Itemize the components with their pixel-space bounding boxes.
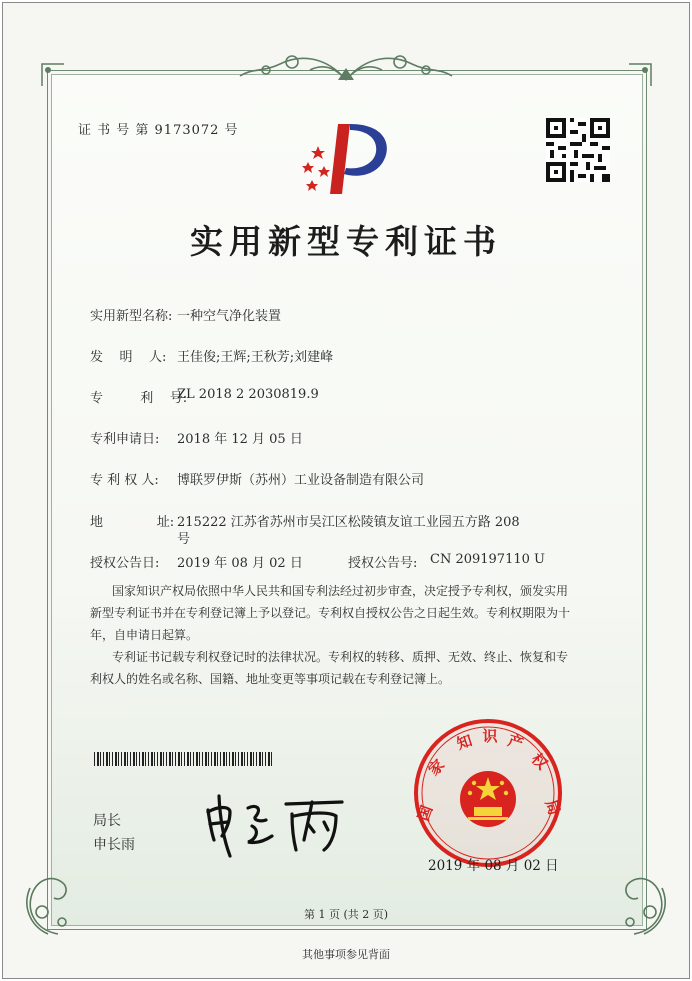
inventor-label: 发 明 人:: [90, 350, 167, 365]
utility-model-name-value: 一种空气净化装置: [177, 309, 282, 324]
seal-char-2: 家: [424, 755, 449, 780]
corner-ornament-bottom-right: [604, 860, 674, 938]
patentee-label: 专 利 权 人:: [90, 473, 159, 488]
barcode: [94, 752, 272, 766]
address-label: 地 址:: [90, 515, 175, 530]
filing-date-label: 专利申请日:: [90, 432, 160, 447]
seal-char-4: 识: [482, 727, 498, 745]
announcement-number-label: 授权公告号:: [348, 556, 418, 571]
paragraph-1-line-2: 新型专利证书并在专利登记簿上予以登记。专利权自授权公告之日起生效。专利权期限为十: [90, 606, 571, 620]
patent-number-label: 专 利 号:: [90, 391, 188, 406]
corner-ornament-bottom-left: [18, 860, 88, 938]
seal-char-1: 国: [414, 803, 437, 824]
official-seal: [412, 717, 564, 869]
top-ornament: [230, 50, 462, 86]
paragraph-2-line-1: 专利证书记载专利权登记时的法律状况。专利权的转移、质押、无效、终止、恢复和专: [112, 650, 569, 664]
paragraph-1-line-1: 国家知识产权局依照中华人民共和国专利法经过初步审查，决定授予专利权，颁发实用: [112, 584, 569, 598]
seal-date: 2019 年 08 月 02 日: [428, 858, 559, 874]
filing-date-value: 2018 年 12 月 05 日: [177, 432, 303, 447]
announcement-date-value: 2019 年 08 月 02 日: [177, 556, 303, 571]
seal-char-6: 权: [527, 749, 552, 774]
qr-code: [546, 118, 610, 182]
handwritten-signature: [200, 790, 350, 860]
patent-number-value: ZL 2018 2 2030819.9: [177, 387, 319, 402]
announcement-number-value: CN 209197110 U: [430, 552, 545, 567]
paragraph-1-line-3: 年，自申请日起算。: [90, 628, 199, 642]
address-value-line1: 215222 江苏省苏州市吴江区松陵镇友谊工业园五方路 208: [177, 515, 520, 530]
certificate-title: 实用新型专利证书: [190, 222, 502, 261]
director-name: 申长雨: [93, 837, 135, 853]
paragraph-2-line-2: 利权人的姓名或名称、国籍、地址变更等事项记载在专利登记簿上。: [90, 672, 451, 686]
corner-ornament-top-left: [40, 62, 66, 88]
page-indicator: 第 1 页 (共 2 页): [303, 908, 389, 921]
back-side-note: 其他事项参见背面: [302, 948, 390, 961]
director-title: 局长: [93, 813, 121, 829]
seal-char-7: 局: [541, 797, 564, 818]
inventor-value: 王佳俊;王辉;王秋芳;刘建峰: [177, 350, 334, 365]
utility-model-name-label: 实用新型名称:: [90, 309, 173, 324]
seal-char-3: 知: [454, 731, 475, 754]
seal-char-5: 产: [505, 731, 526, 754]
certificate-number: 证 书 号 第 9173072 号: [78, 123, 239, 138]
patent-office-logo: [296, 118, 396, 196]
corner-ornament-top-right: [627, 62, 653, 88]
patentee-value: 博联罗伊斯（苏州）工业设备制造有限公司: [177, 473, 425, 488]
announcement-date-label: 授权公告日:: [90, 556, 160, 571]
address-value-line2: 号: [177, 532, 191, 547]
